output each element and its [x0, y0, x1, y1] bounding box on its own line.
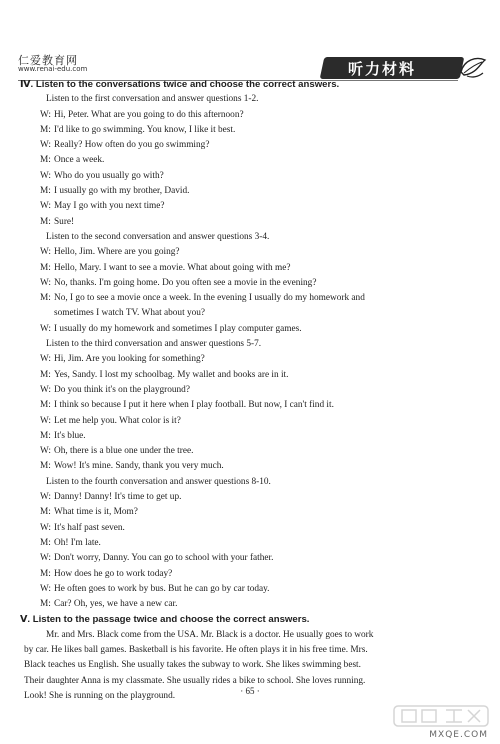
dialogue-line — [24, 444, 484, 459]
dialogue-text: Hello, Jim. Where are you going? — [54, 247, 180, 258]
dialogue-text: No, I go to see a movie once a week. In the evening I usually do my homework and — [54, 293, 365, 304]
dialogue-line — [24, 276, 484, 291]
speaker-label: W: — [40, 446, 52, 457]
dialogue-line — [24, 383, 484, 398]
speaker-label: W: — [40, 247, 52, 258]
speaker-label: M: — [40, 568, 51, 579]
dialogue-line — [24, 261, 484, 276]
section-4-heading: Ⅳ. Listen to the conversations twice and choose the correct answers. — [20, 79, 340, 90]
speaker-label: W: — [40, 522, 52, 533]
page-number: · 65 · — [240, 686, 260, 696]
speaker-label: W: — [40, 323, 52, 334]
conversation-1-intro: Listen to the first conversation and answer questions 1-2. — [46, 94, 259, 105]
dialogue-text: Wow! It's mine. Sandy, thank you very much. — [54, 461, 224, 472]
dialogue-text: I think so because I put it here when I play football. But now, I can't find it. — [54, 400, 334, 411]
listening-material — [20, 77, 484, 704]
banner-title: 听力材料 — [348, 60, 417, 78]
speaker-label: W: — [40, 553, 52, 564]
dialogue-text: Hi, Peter. What are you going to do this afternoon? — [54, 109, 244, 120]
speaker-label: M: — [40, 400, 51, 411]
speaker-label: M: — [40, 293, 51, 304]
dialogue-text: It's half past seven. — [54, 522, 125, 533]
speaker-label: M: — [40, 262, 51, 273]
dialogue-line — [24, 352, 484, 367]
dialogue-text: Do you think it's on the playground? — [54, 384, 190, 395]
dialogue-line — [24, 429, 484, 444]
conversation-2-end — [24, 322, 484, 337]
dialogue-line — [24, 414, 484, 429]
dialogue-text: Car? Oh, yes, we have a new car. — [54, 599, 178, 610]
dialogue-line — [24, 582, 484, 597]
passage-line: Mr. and Mrs. Black come from the USA. Mr. Black is a doctor. He usually goes to work — [46, 629, 374, 640]
dialogue-line — [24, 368, 484, 383]
speaker-label: W: — [40, 583, 52, 594]
dialogue-line — [24, 597, 484, 612]
dialogue-line — [24, 291, 484, 306]
passage-line: by car. He likes ball games. Basketball is his favorite. He often plays it in his free time. Mrs. — [24, 644, 368, 655]
speaker-label: M: — [40, 461, 51, 472]
conversation-4-intro: Listen to the fourth conversation and answer questions 8-10. — [46, 476, 271, 487]
speaker-label: W: — [40, 277, 52, 288]
dialogue-line — [24, 521, 484, 536]
dialogue-line — [24, 123, 484, 138]
dialogue-text: Hello, Mary. I want to see a movie. What about going with me? — [54, 262, 291, 273]
dialogue-line — [24, 490, 484, 505]
dialogue-text: How does he go to work today? — [54, 568, 173, 579]
dialogue-text: He often goes to work by bus. But he can go by car today. — [54, 583, 270, 594]
dialogue-line — [24, 536, 484, 551]
speaker-label: M: — [40, 216, 51, 227]
dialogue-line — [24, 567, 484, 582]
watermark-text: MXQE.COM — [429, 730, 488, 740]
dialogue-line — [24, 108, 484, 123]
dialogue-line — [24, 184, 484, 199]
dialogue-line — [24, 153, 484, 168]
section-5-heading: Ⅴ. Listen to the passage twice and choose the correct answers. — [20, 614, 310, 626]
speaker-label: W: — [40, 109, 52, 120]
speaker-label: M: — [40, 430, 51, 441]
dialogue-text: Oh, there is a blue one under the tree. — [54, 446, 194, 457]
dialogue-text: Hi, Jim. Are you looking for something? — [54, 354, 205, 365]
speaker-label: W: — [40, 354, 52, 365]
passage-line: Black teaches us English. She usually takes the subway to work. She likes swimming best. — [24, 660, 361, 671]
conversation-2-wrap-line: sometimes I watch TV. What about you? — [54, 308, 206, 319]
conversation-2 — [24, 245, 484, 306]
dialogue-text: Let me help you. What color is it? — [54, 415, 181, 426]
dialogue-line — [24, 505, 484, 520]
dialogue-text: Sure! — [54, 216, 75, 227]
dialogue-text: Danny! Danny! It's time to get up. — [54, 492, 182, 503]
dialogue-text: Who do you usually go with? — [54, 170, 164, 181]
dialogue-text: Yes, Sandy. I lost my schoolbag. My wallet and books are in it. — [54, 369, 289, 380]
conversation-4 — [24, 490, 484, 612]
site-name: 仁爱教育网 — [18, 54, 78, 67]
dialogue-line — [24, 169, 484, 184]
page-header — [18, 8, 484, 88]
dialogue-line — [24, 459, 484, 474]
dialogue-text: Oh! I'm late. — [54, 537, 101, 548]
dialogue-text: I'd like to go swimming. You know, I like it best. — [54, 124, 236, 135]
speaker-label: W: — [40, 140, 52, 151]
dialogue-text: No, thanks. I'm going home. Do you often see a movie in the evening? — [54, 277, 317, 288]
dialogue-line — [24, 199, 484, 214]
speaker-label: W: — [40, 492, 52, 503]
site-url: www.renai-edu.com — [18, 65, 88, 73]
dialogue-text: It's blue. — [54, 430, 86, 441]
conversation-1 — [24, 108, 484, 230]
dialogue-text: I usually go with my brother, David. — [54, 186, 190, 197]
speaker-label: M: — [40, 186, 51, 197]
dialogue-line — [24, 551, 484, 566]
speaker-label: W: — [40, 170, 52, 181]
speaker-label: M: — [40, 369, 51, 380]
dialogue-text: Don't worry, Danny. You can go to school with your father. — [54, 553, 274, 564]
dialogue-line — [24, 138, 484, 153]
dialogue-text: May I go with you next time? — [54, 201, 165, 212]
speaker-label: M: — [40, 507, 51, 518]
conversation-3-intro: Listen to the third conversation and answer questions 5-7. — [46, 339, 262, 350]
conversation-3 — [24, 352, 484, 474]
speaker-label: W: — [40, 384, 52, 395]
dialogue-text: What time is it, Mom? — [54, 507, 138, 518]
dialogue-text: I usually do my homework and sometimes I play computer games. — [54, 323, 302, 334]
speaker-label: M: — [40, 124, 51, 135]
dialogue-line — [24, 398, 484, 413]
speaker-label: W: — [40, 201, 52, 212]
dialogue-text: Once a week. — [54, 155, 105, 166]
passage-line: Look! She is running on the playground. — [24, 690, 176, 701]
dialogue-text: Really? How often do you go swimming? — [54, 140, 210, 151]
speaker-label: M: — [40, 155, 51, 166]
dialogue-line — [24, 322, 484, 337]
speaker-label: M: — [40, 599, 51, 610]
dialogue-line — [24, 215, 484, 230]
conversation-2-intro: Listen to the second conversation and answer questions 3-4. — [46, 231, 270, 242]
speaker-label: M: — [40, 537, 51, 548]
speaker-label: W: — [40, 415, 52, 426]
passage-line: Their daughter Anna is my classmate. She usually rides a bike to school. She loves running. — [24, 675, 366, 686]
dialogue-line — [24, 245, 484, 260]
